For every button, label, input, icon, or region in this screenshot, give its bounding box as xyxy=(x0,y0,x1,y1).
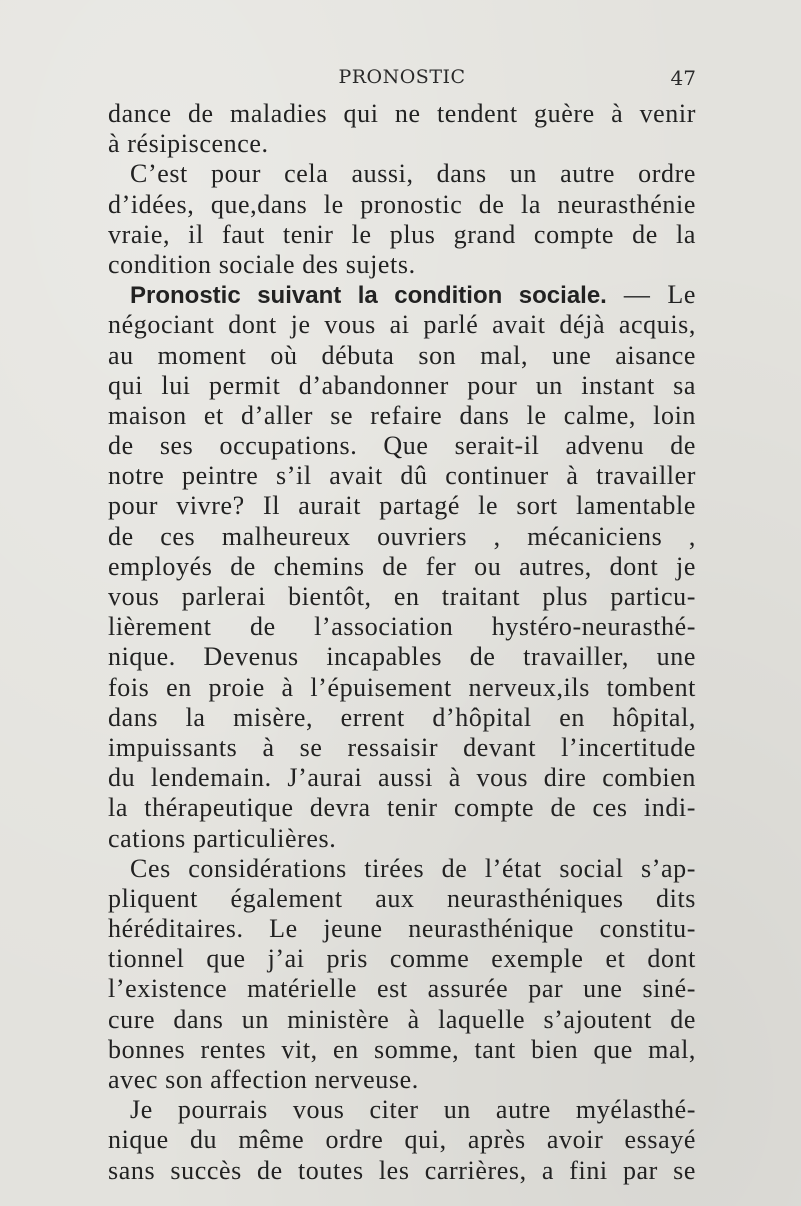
text-line: avec son affection nerveuse. xyxy=(108,1065,419,1094)
section-line xyxy=(108,280,696,310)
text-line: à résipiscence. xyxy=(108,129,269,159)
text-line: impuissants à se ressaisir devant l’incertitude xyxy=(108,732,696,762)
text-line: l’existence matérielle est assurée par une siné- xyxy=(108,974,696,1004)
text-line: notre peintre s’il avait dû continuer à travailler xyxy=(108,461,696,491)
text-line: Je pourrais vous citer un autre myélasthé- xyxy=(130,1095,696,1125)
text-line: tionnel que j’ai pris comme exemple et dont xyxy=(108,944,696,974)
text-line: de ces malheureux ouvriers , mécaniciens , xyxy=(108,521,696,551)
text-line: négociant dont je vous ai parlé avait déjà acquis, xyxy=(108,310,696,340)
text-line: vraie, il faut tenir le plus grand compte de la xyxy=(108,219,696,249)
text-line: maison et d’aller se refaire dans le calme, loin xyxy=(108,400,696,430)
text-line: la thérapeutique devra tenir compte de ces indi- xyxy=(108,793,696,823)
running-title: PRONOSTIC xyxy=(338,66,466,88)
text-line: nique du même ordre qui, après avoir essayé xyxy=(108,1125,696,1155)
text-line: d’idées, que,dans le pronostic de la neurasthénie xyxy=(108,189,696,219)
text-line: qui lui permit d’abandonner pour un instant sa xyxy=(108,370,696,400)
text-line: fois en proie à l’épuisement nerveux,ils tombent xyxy=(108,672,696,702)
text-line: Ces considérations tirées de l’état social s’ap- xyxy=(130,853,696,883)
text-line: au moment où débuta son mal, une aisance xyxy=(108,340,696,370)
text-line: héréditaires. Le jeune neurasthénique constitu- xyxy=(108,914,696,944)
section-heading: Pronostic suivant la condition sociale. xyxy=(130,282,607,310)
page-number: 47 xyxy=(670,66,696,90)
text-line: cations particulières. xyxy=(108,823,337,853)
text-line: vous parlerai bientôt, en traitant plus particu- xyxy=(108,582,696,611)
text-line: nique. Devenus incapables de travailler, une xyxy=(108,642,696,672)
text-line: de ses occupations. Que serait-il advenu de xyxy=(108,431,696,461)
text-line: C’est pour cela aussi, dans un autre ordre xyxy=(130,159,696,189)
text-line: pour vivre? Il aurait partagé le sort lamentable xyxy=(108,491,696,521)
text-line: lièrement de l’association hystéro-neurasthé- xyxy=(108,612,696,642)
text-line: bonnes rentes vit, en somme, tant bien que mal, xyxy=(108,1034,696,1064)
text-line: dance de maladies qui ne tendent guère à venir xyxy=(108,99,696,128)
text-line: cure dans un ministère à laquelle s’ajoutent de xyxy=(108,1004,696,1034)
body-text xyxy=(108,99,696,1186)
text-line: employés de chemins de fer ou autres, dont je xyxy=(108,551,696,581)
text-line: dans la misère, errent d’hôpital en hôpital, xyxy=(108,702,696,732)
text-line: du lendemain. J’aurai aussi à vous dire combien xyxy=(108,763,696,793)
text-line: sans succès de toutes les carrières, a fini par se xyxy=(108,1155,696,1185)
text-line: condition sociale des sujets. xyxy=(108,249,416,279)
section-heading-tail: — Le xyxy=(606,280,696,310)
running-head xyxy=(108,64,696,92)
text-line: pliquent également aux neurasthéniques dits xyxy=(108,883,696,913)
